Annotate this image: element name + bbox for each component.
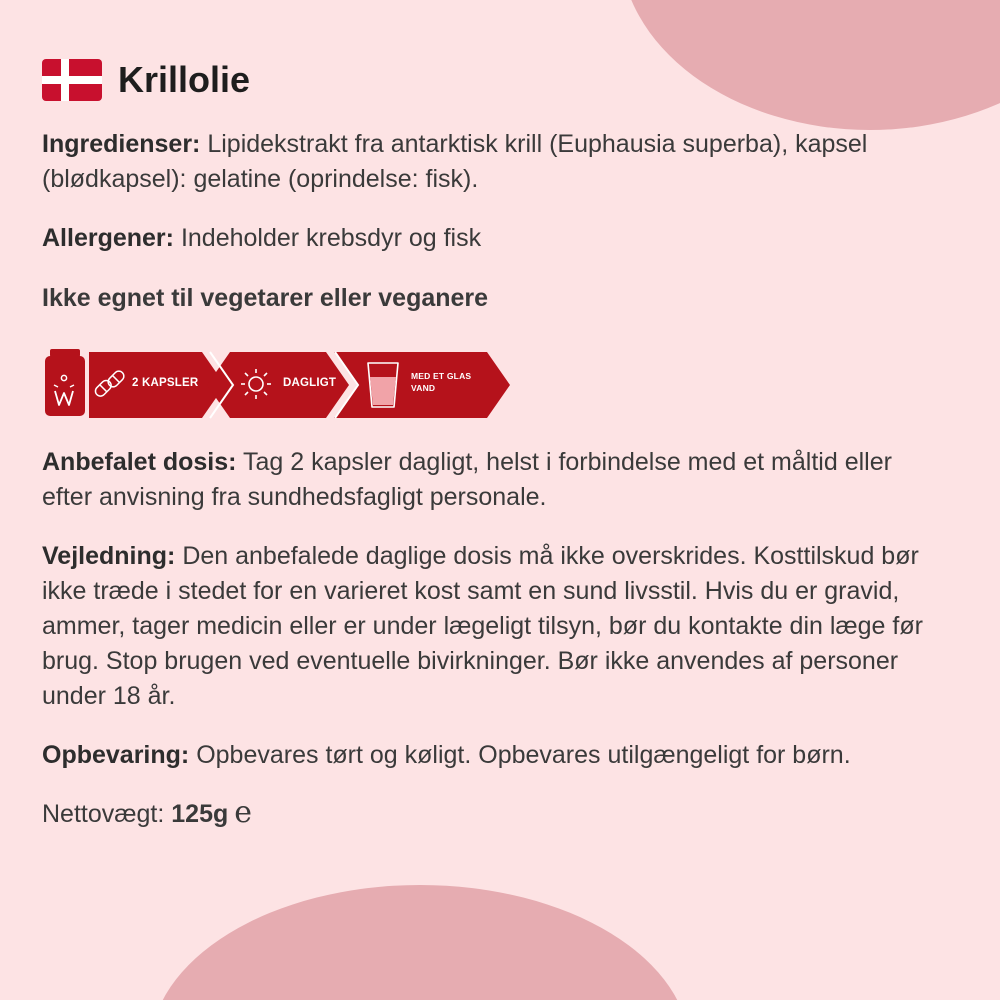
ingredients-text: Lipidekstrakt fra antarktisk krill (Euphausia superba), kapsel (blødkapsel): gelatine (oprindelse: fisk). bbox=[42, 130, 868, 193]
step-capsules-label: 2 KAPSLER bbox=[132, 377, 199, 389]
dosage-label: Anbefalet dosis: bbox=[42, 448, 237, 476]
page-title: Krillolie bbox=[118, 59, 251, 100]
supplement-jar-icon bbox=[45, 349, 85, 416]
product-info bbox=[42, 55, 942, 832]
allergens-text: Indeholder krebsdyr og fisk bbox=[180, 224, 482, 252]
net-weight-label: Nettovægt: bbox=[42, 800, 165, 828]
danish-flag-icon bbox=[42, 59, 102, 101]
allergens-paragraph bbox=[42, 221, 942, 256]
net-weight-value: 125g bbox=[171, 800, 229, 828]
estimated-sign-icon: e bbox=[234, 794, 253, 830]
dosage-text: Tag 2 kapsler dagligt, helst i forbindelse med et måltid eller efter anvisning fra sundhedsfagligt personale. bbox=[42, 448, 892, 511]
dosage-paragraph bbox=[42, 445, 942, 515]
step-daily-label: DAGLIGT bbox=[283, 377, 337, 389]
ingredients-label: Ingredienser: bbox=[42, 130, 201, 158]
ingredients-paragraph bbox=[42, 127, 942, 197]
vegetarian-notice: Ikke egnet til vegetarer eller veganere bbox=[42, 284, 489, 312]
decorative-circle-bottom bbox=[150, 885, 690, 1000]
guidance-label: Vejledning: bbox=[42, 542, 176, 570]
header bbox=[42, 55, 942, 105]
allergens-label: Allergener: bbox=[42, 224, 174, 252]
storage-label: Opbevaring: bbox=[42, 741, 190, 769]
guidance-text: Den anbefalede daglige dosis må ikke overskrides. Kosttilskud bør ikke træde i stedet for en varieret kost samt en sund livsstil. Hvis du er gravid, ammer, tager medicin eller er under lægeligt tilsyn, bør du kontakte din læge før brug. Stop brugen ved eventuelle bivirkninger. Bør ikke anvendes af personer under 18 år. bbox=[42, 542, 923, 710]
storage-paragraph bbox=[42, 738, 942, 773]
net-weight bbox=[42, 794, 942, 832]
guidance-paragraph bbox=[42, 539, 942, 714]
dosage-banner bbox=[42, 349, 512, 421]
step-water-label: MED ET GLAS VAND bbox=[411, 371, 472, 393]
storage-text: Opbevares tørt og køligt. Opbevares utilgængeligt for børn. bbox=[196, 741, 851, 769]
